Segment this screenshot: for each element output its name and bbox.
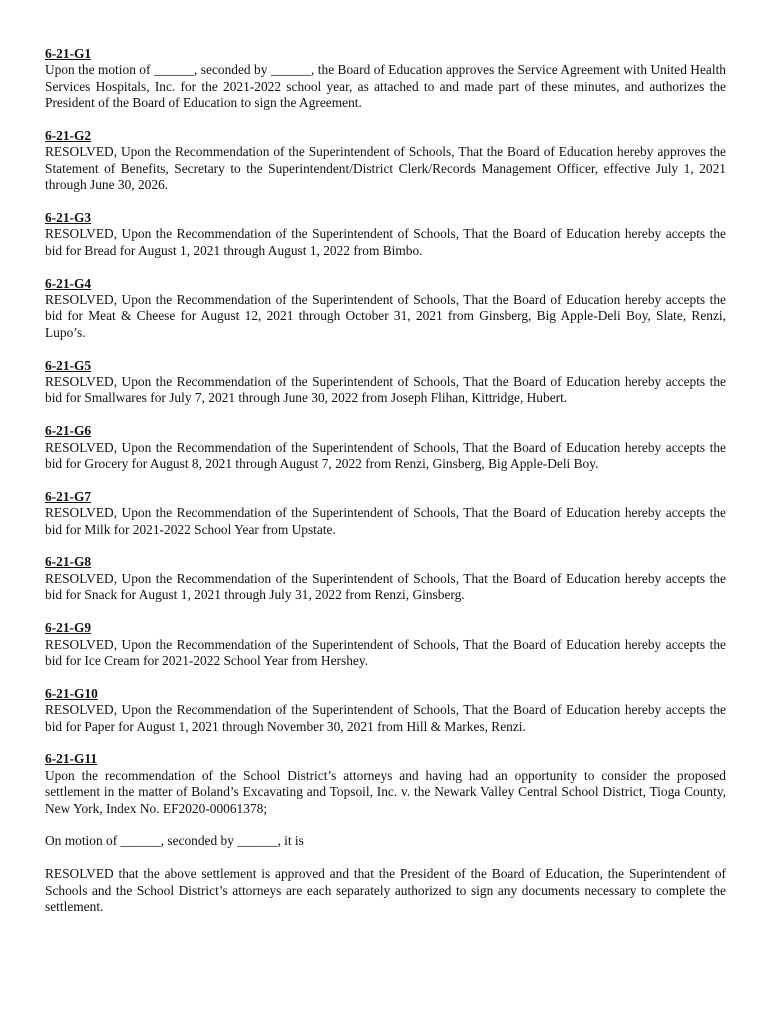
resolution-item xyxy=(45,276,726,342)
minutes-page xyxy=(45,46,726,932)
resolution-text: RESOLVED, Upon the Recommendation of the Superintendent of Schools, That the Board of Education hereby approves the Statement of Benefits, Secretary to the Superintendent/District Clerk/Records Management Officer, effective July 1, 2021 through June 30, 2026. xyxy=(45,144,726,193)
resolution-number: 6-21-G11 xyxy=(45,751,98,767)
resolution-item xyxy=(45,620,726,669)
resolution-text: RESOLVED, Upon the Recommendation of the Superintendent of Schools, That the Board of Education hereby accepts the bid for Bread for August 1, 2021 through August 1, 2022 from Bimbo. xyxy=(45,226,726,258)
resolution-text: RESOLVED, Upon the Recommendation of the Superintendent of Schools, That the Board of Education hereby accepts the bid for Smallwares for July 7, 2021 through June 30, 2022 from Joseph Flihan, Kittridge, Hubert. xyxy=(45,374,726,406)
resolution-text: Upon the recommendation of the School District’s attorneys and having had an opportunity to consider the proposed settlement in the matter of Boland’s Excavating and Topsoil, Inc. v. the Newark Valley Central School District, Tioga County, New York, Index No. EF2020-00061378; xyxy=(45,767,726,816)
resolution-number: 6-21-G6 xyxy=(45,423,92,439)
resolution-item xyxy=(45,554,726,603)
resolution-number: 6-21-G1 xyxy=(45,46,92,61)
resolution-text: RESOLVED, Upon the Recommendation of the Superintendent of Schools, That the Board of Education hereby accepts the bid for Grocery for August 8, 2021 through August 7, 2022 from Renzi, Ginsberg, Big Apple-Deli Boy. xyxy=(45,439,726,472)
motion-text: On motion of ______, seconded by ______, it is xyxy=(45,833,304,849)
resolution-item xyxy=(45,423,726,472)
resolution-text: RESOLVED, Upon the Recommendation of the Superintendent of Schools, That the Board of Education hereby accepts the bid for Paper for August 1, 2021 through November 30, 2021 from Hill & Markes, Renzi. xyxy=(45,702,726,734)
resolution-number: 6-21-G3 xyxy=(45,210,92,226)
resolution-item xyxy=(45,358,726,407)
resolution-number: 6-21-G7 xyxy=(45,488,92,504)
resolution-text: RESOLVED, Upon the Recommendation of the Superintendent of Schools, That the Board of Education hereby accepts the bid for Meat & Cheese for August 12, 2021 through October 31, 2021 from Ginsberg, Big Apple-Deli Boy, Slate, Renzi, Lupo’s. xyxy=(45,292,726,340)
resolution-number: 6-21-G5 xyxy=(45,357,92,373)
resolution-text: RESOLVED that the above settlement is approved and that the President of the Board of Education, the Superintendent of Schools and the School District’s attorneys are each separately authorized to sign any documents necessary to complete the settlement. xyxy=(45,866,726,914)
resolution-item xyxy=(45,751,726,915)
resolution-item xyxy=(45,128,726,194)
resolution-item xyxy=(45,686,726,735)
resolution-number: 6-21-G8 xyxy=(45,554,92,570)
resolution-item xyxy=(45,489,726,538)
resolution-number: 6-21-G10 xyxy=(45,685,98,701)
resolution-text: Upon the motion of ______, seconded by ______, the Board of Education approves the Service Agreement with United Health Services Hospitals, Inc. for the 2021-2022 school year, as attached to and made part of these minutes, and authorizes the President of the Board of Education to sign the Agreement. xyxy=(45,62,726,111)
resolution-text: RESOLVED, Upon the Recommendation of the Superintendent of Schools, That the Board of Education hereby accepts the bid for Snack for August 1, 2021 through July 31, 2022 from Renzi, Ginsberg. xyxy=(45,570,726,603)
resolution-number: 6-21-G9 xyxy=(45,620,92,636)
resolution-number: 6-21-G2 xyxy=(45,128,92,144)
resolution-item xyxy=(45,46,726,112)
resolution-item xyxy=(45,210,726,259)
resolution-number: 6-21-G4 xyxy=(45,275,92,291)
resolution-text: RESOLVED, Upon the Recommendation of the Superintendent of Schools, That the Board of Education hereby accepts the bid for Ice Cream for 2021-2022 School Year from Hershey. xyxy=(45,636,726,668)
resolution-text: RESOLVED, Upon the Recommendation of the Superintendent of Schools, That the Board of Education hereby accepts the bid for Milk for 2021-2022 School Year from Upstate. xyxy=(45,505,726,537)
